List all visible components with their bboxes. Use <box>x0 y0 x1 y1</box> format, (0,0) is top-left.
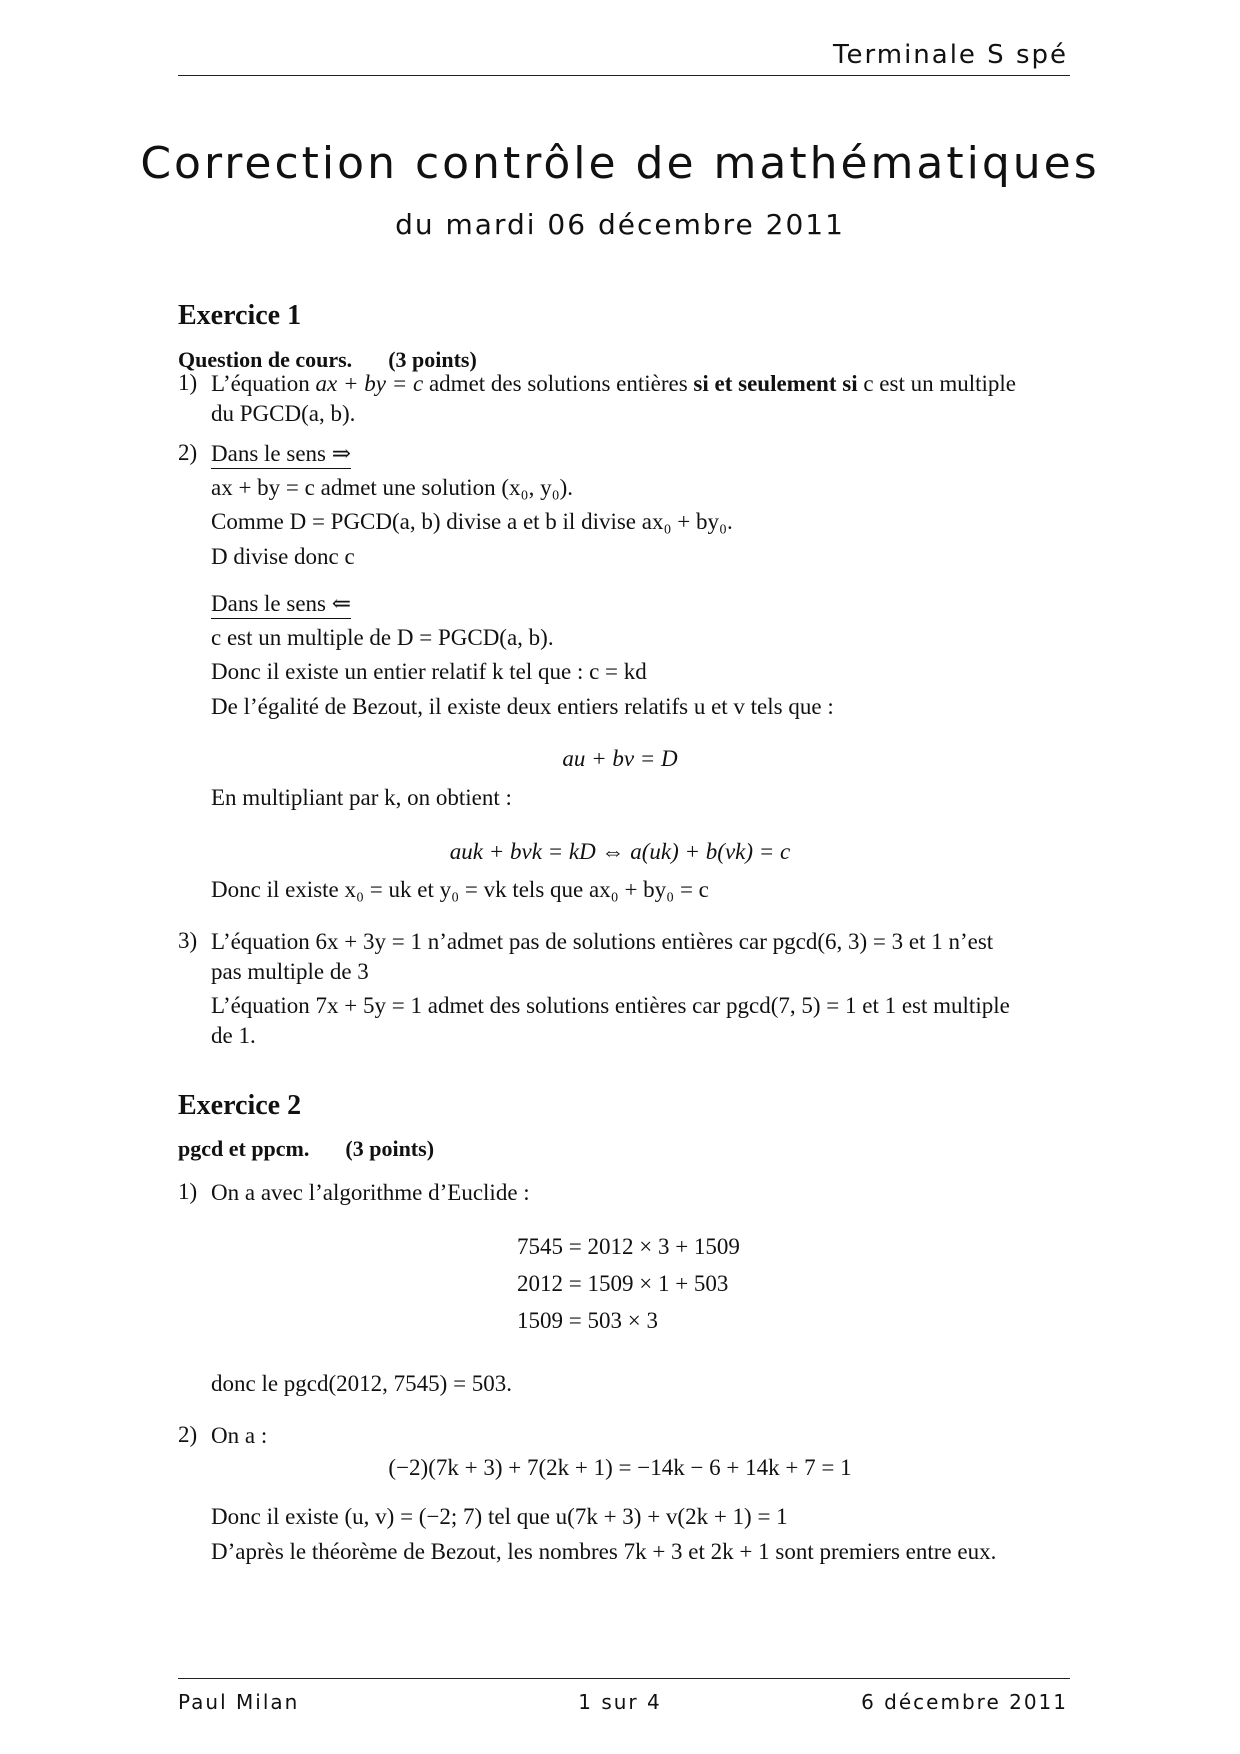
footer-page-number: 1 sur 4 <box>578 1690 662 1714</box>
exercise-1-subheading-label: Question de cours. <box>178 347 353 372</box>
q2-multiplied-equation: auk + bvk = kD ⇔ a(uk) + b(vk) = c <box>449 839 791 864</box>
q3-line-2: pas multiple de 3 <box>211 959 369 984</box>
euclid-step: 2012 = 1509 × 1 + 503 <box>517 1271 729 1296</box>
q1-pre: L’équation <box>211 371 310 396</box>
q3-number: 3) <box>178 928 198 953</box>
q1-line-1 <box>211 370 1016 398</box>
q2-sense-backward-label: Dans le sens ⇐ <box>211 591 351 619</box>
q1-number: 1) <box>178 370 198 395</box>
q1-line-2: du PGCD(a, b). <box>211 401 356 426</box>
page-title: Correction contrôle de mathématiques <box>140 138 1100 189</box>
ex2-q1-line-1: On a avec l’algorithme d’Euclide : <box>211 1180 530 1205</box>
ex2-q2-line-2: Donc il existe (u, v) = (−2; 7) tel que u(7k + 3) + v(2k + 1) = 1 <box>211 1504 788 1529</box>
q2-sense-forward-label: Dans le sens ⇒ <box>211 441 351 469</box>
ex2-q2-number: 2) <box>178 1422 198 1447</box>
exercise-2-points: (3 points) <box>345 1136 435 1161</box>
ex2-q1-conclusion: donc le pgcd(2012, 7545) = 503. <box>211 1371 513 1396</box>
q1-mid: admet des solutions entières <box>428 371 688 396</box>
q2-line-6: De l’égalité de Bezout, il existe deux entiers relatifs u et v tels que : <box>211 694 834 719</box>
q2-sense-forward <box>211 440 351 468</box>
exercise-2-heading: Exercice 2 <box>178 1090 302 1121</box>
q3-line-3: L’équation 7x + 5y = 1 admet des solutions entières car pgcd(7, 5) = 1 et 1 est multiple <box>211 993 1010 1018</box>
q2-line-5: Donc il existe un entier relatif k tel que : c = kd <box>211 659 647 684</box>
q2-bezout-equation: au + bv = D <box>562 746 678 771</box>
ex2-q1-number: 1) <box>178 1179 198 1204</box>
exercise-2-subheading <box>178 1136 434 1162</box>
ex2-q2-equation: (−2)(7k + 3) + 7(2k + 1) = −14k − 6 + 14k + 7 = 1 <box>388 1455 852 1480</box>
euclid-step: 7545 = 2012 × 3 + 1509 <box>517 1234 740 1259</box>
exercise-1-points: (3 points) <box>388 347 477 372</box>
q2-sense-backward <box>211 590 351 618</box>
ex2-q2-line-3: D’après le théorème de Bezout, les nombres 7k + 3 et 2k + 1 sont premiers entre eux. <box>211 1539 997 1564</box>
exercise-1-heading: Exercice 1 <box>178 300 302 331</box>
q2-line-8: Donc il existe x₀ = uk et y₀ = vk tels que ax₀ + by₀ = c <box>211 877 709 902</box>
footer-rule <box>178 1678 1070 1679</box>
q2-line-3: D divise donc c <box>211 544 355 569</box>
q3-line-4: de 1. <box>211 1023 256 1048</box>
header-rule <box>178 75 1070 76</box>
ex2-q2-line-1: On a : <box>211 1423 268 1448</box>
euclid-step: 1509 = 503 × 3 <box>517 1308 658 1333</box>
q2-number: 2) <box>178 440 198 465</box>
header-class-label: Terminale S spé <box>833 40 1068 70</box>
footer-date: 6 décembre 2011 <box>861 1690 1068 1714</box>
footer-author: Paul Milan <box>178 1690 300 1714</box>
q2-line-7: En multipliant par k, on obtient : <box>211 785 512 810</box>
page-subtitle-date: du mardi 06 décembre 2011 <box>395 208 845 241</box>
q1-bold: si et seulement si <box>693 371 858 396</box>
q2-line-4: c est un multiple de D = PGCD(a, b). <box>211 625 554 650</box>
q2-line-1: ax + by = c admet une solution (x₀, y₀). <box>211 475 573 500</box>
euclid-steps <box>517 1228 740 1339</box>
exercise-2-subheading-label: pgcd et ppcm. <box>178 1136 310 1161</box>
q3-line-1: L’équation 6x + 3y = 1 n’admet pas de solutions entières car pgcd(6, 3) = 3 et 1 n’est <box>211 929 994 954</box>
q2-line-2: Comme D = PGCD(a, b) divise a et b il divise ax₀ + by₀. <box>211 509 733 534</box>
q1-post: c est un multiple <box>863 371 1017 396</box>
q1-equation: ax + by = c <box>315 371 424 396</box>
